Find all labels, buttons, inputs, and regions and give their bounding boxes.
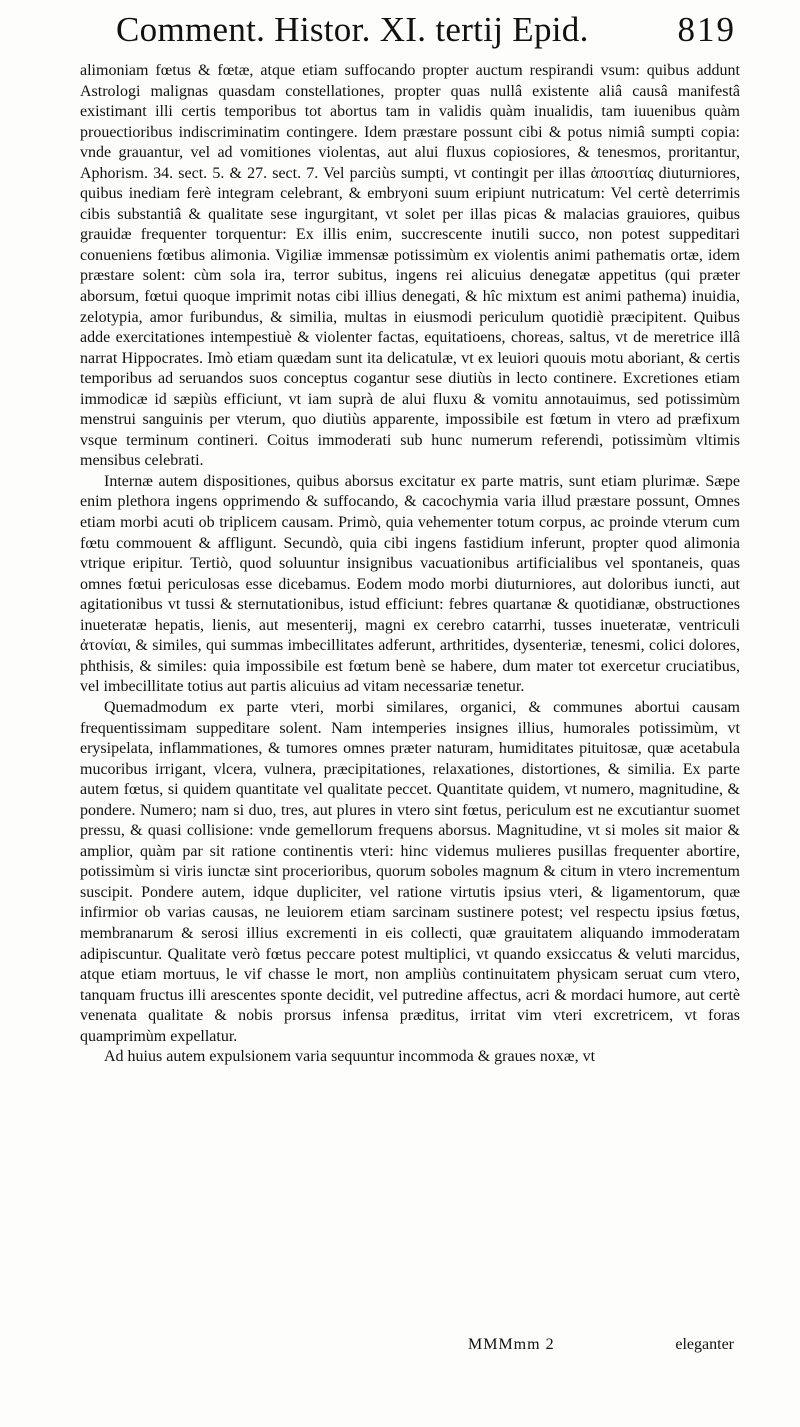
paragraph-3: Quemadmodum ex parte vteri, morbi similares, organici, & communes abortui causam frequentissimam suppeditare solent. Nam intemperies insignes illius, humorales potissimùm, vt erysipelata, inflammationes, & tumores omnes præter naturam, humiditates pituitosæ, quæ acetabula mucoribus irrigant, vlcera, vulnera, præcipitationes, relaxationes, distortiones, & similia. Ex parte autem fœtus, si quidem quantitate vel qualitate peccet. Quantitate quidem, vt numero, magnitudine, & pondere. Numero; nam si duo, tres, aut plures in vtero sint fœtus, periculum est ne excutiantur suomet pressu, & quasi collisione: vnde gemellorum frequens aborsus. Magnitudine, vt si moles sit maior & amplior, quàm par sit ratione continentis vteri: hinc videmus mulieres pusillas frequenter abortire, potissimùm si viris iunctæ sint procerioribus, quorum soboles magnum & citum in vtero incrementum suscipit. Pondere autem, idque dupliciter, vel ratione virtutis ipsius vteri, & ligamentorum, quæ infirmior ob varias causas, ne leuiorem etiam sarcinam sustinere potest; vel respectu ipsius fœtus, membranarum & serosi illius excrementi in eis collecti, quæ grauitatem aliquando immoderatam adipiscuntur. Qualitate verò fœtus peccare potest multiplici, vt quando exsiccatus & veluti marcidus, atque etiam mortuus, le vif chasse le mort, non ampliùs continuitatem physicam seruat cum vtero, tanquam fructus illi arescentes sponte decidit, vel putredine affectus, acri & mordaci humore, aut certè venenata qualitate & nobis prorsus infensa præditus, irritat vim vteri excretricem, vt foras quamprimùm expellatur. [80, 698, 740, 1045]
running-title: Comment. Histor. XI. tertij Epid. [116, 10, 589, 49]
paragraph-2: Internæ autem dispositiones, quibus aborsus excitatur ex parte matris, sunt etiam plurimæ. Sæpe enim plethora ingens opprimendo & suffocando, & cacochymia varia illud præstare possunt, Omnes etiam morbi acuti ob triplicem causam. Primò, quia vehementer totum corpus, ac proinde vterum cum fœtu commouent & affligunt. Secundò, quia cibi ingens fastidium inferunt, propter quod alimonia vtrique eripitur. Tertiò, quod soluuntur insignibus vacuationibus artificialibus vel spontaneis, quas omnes fœtui periculosas esse dicebamus. Eodem modo morbi diuturniores, aut doloribus iuncti, aut agitationibus vt tussi & sternutationibus, istud efficiunt: febres quartanæ & quotidianæ, obstructiones inueteratæ hepatis, lienis, aut mesenterij, magni ex cerebro catarrhi, tusses inueteratæ, ventriculi ἀτονίαι, & similes, qui summas imbecillitates adferunt, arthritides, dysenteriæ, tenesmi, colici dolores, phthisis, & similes: quia impossibile est fœtum benè se habere, dum mater tot exercetur cruciatibus, vel imbecillitate totius aut partis alicuius ad vitam necessariæ tenetur. [80, 472, 740, 696]
page-number: 819 [677, 10, 736, 49]
signature-line [80, 1334, 740, 1356]
body-text [80, 61, 740, 1068]
catchword: eleganter [675, 1336, 734, 1353]
paragraph-4: Ad huius autem expulsionem varia sequuntur incommoda & graues noxæ, vt [104, 1048, 596, 1066]
paragraph-1: alimoniam fœtus & fœtæ, atque etiam suffocando propter auctum respirandi vsum: quibus addunt Astrologi malignas quasdam constellationes, propter quas nullâ existente aliâ causâ manifestâ existimant illi certis temporibus tot abortus tam in validis quàm inualidis, tam iuuenibus quàm prouectioribus indiscriminatim contingere. Idem præstare possunt cibi & potus nimiâ sumpti copia: vnde grauantur, vel ad vomitiones violentas, aut alui fluxus copiosiores, & tenesmos, proritantur, Aphorism. 34. sect. 5. & 27. sect. 7. Vel parciùs sumpti, vt contingit per illas ἀποσιτίας diuturniores, quibus inediam ferè integram celebrant, & embryoni suum eripiunt nutricatum: Vel certè deterrimis cibis substantiâ & qualitate sese ingurgitant, vt solet per illas picas & malacias grauiores, quibus grauidæ frequenter torquentur: Ex illis enim, succrescente inutili succo, non potest suppeditari conueniens fœtibus alimonia. Vigiliæ immensæ potissimùm ex violentis animi pathematis ortæ, idem præstare solent: cùm sola ira, terror subitus, ingens rei alicuius denegatæ appetitus (qui præter aborsum, fœtui quoque imprimit notas cibi illius denegati, & hîc mixtum est animi pathema) inuidia, zelotypia, amor furibundus, & similia, multas in eiusmodi periculum quotidiè præcipitent. Quibus adde exercitationes intempestiuè & violenter factas, equitatioens, choreas, saltus, vt de meretrice illâ narrat Hippocrates. Imò etiam quædam sunt ita delicatulæ, vt ex leuiori quouis motu aboriant, & certis temporibus ad seruandos suos conceptus cogantur sese diutiùs in lecto continere. Excretiones etiam immodicæ id sæpiùs efficiunt, vt iam suprà de alui fluxu & vomitu annotauimus, sed potissimùm menstrui sanguinis per vterum, quo diutiùs apparente, impossibile est fœtum in vtero ad præfixum vsque terminum contineri. Coitus immoderati sub hunc numerum referendi, potissimùm vltimis mensibus celebrati. [80, 62, 740, 470]
signature-mark: MMMmm 2 [468, 1336, 555, 1353]
running-header [116, 4, 736, 56]
